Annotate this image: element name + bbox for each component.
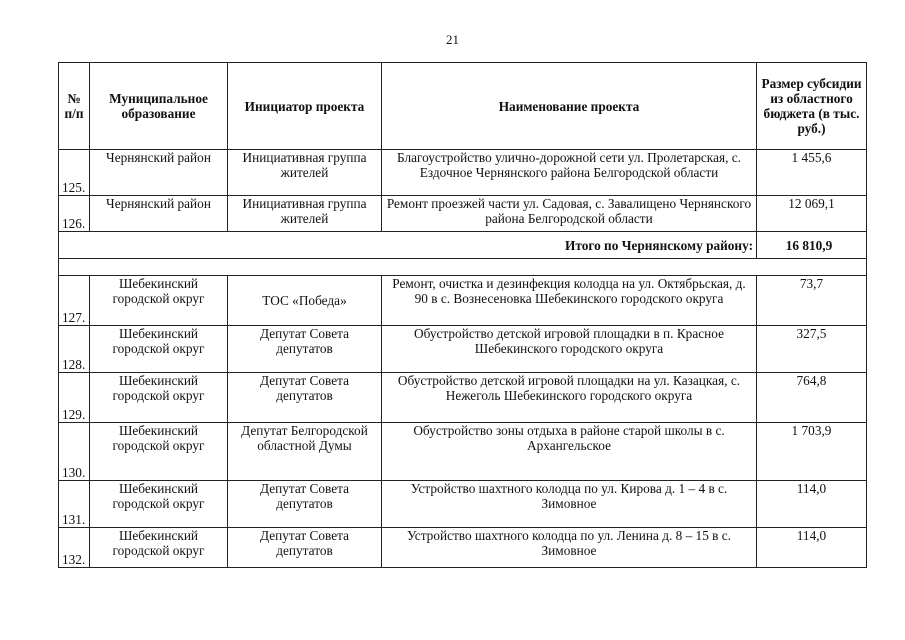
- row-amount: 1 703,9: [757, 423, 867, 481]
- header-row: [59, 63, 867, 150]
- row-number: 128.: [59, 326, 90, 373]
- row-amount: 114,0: [757, 528, 867, 568]
- row-municipality: Чернянский район: [90, 196, 228, 232]
- row-amount: 114,0: [757, 481, 867, 528]
- table-row: [59, 528, 867, 568]
- row-initiator: Депутат Совета депутатов: [228, 481, 382, 528]
- row-municipality: Шебекинский городской округ: [90, 276, 228, 326]
- row-project: Ремонт, очистка и дезинфекция колодца на ул. Октябрьская, д. 90 в с. Вознесеновка Шебекинского городского округа: [382, 276, 757, 326]
- row-amount: 12 069,1: [757, 196, 867, 232]
- row-number: 129.: [59, 373, 90, 423]
- header-num: № п/п: [59, 63, 90, 150]
- row-amount: 327,5: [757, 326, 867, 373]
- row-project: Благоустройство улично-дорожной сети ул. Пролетарская, с. Ездочное Чернянского района Белгородской области: [382, 150, 757, 196]
- table-row: [59, 196, 867, 232]
- row-initiator: Депутат Совета депутатов: [228, 326, 382, 373]
- row-amount: 73,7: [757, 276, 867, 326]
- table-row: [59, 481, 867, 528]
- row-initiator: Инициативная группа жителей: [228, 196, 382, 232]
- page-number: 21: [446, 32, 459, 47]
- row-number: 127.: [59, 276, 90, 326]
- table-row: [59, 276, 867, 326]
- row-initiator: Инициативная группа жителей: [228, 150, 382, 196]
- row-project: Обустройство детской игровой площадки в п. Красное Шебекинского городского округа: [382, 326, 757, 373]
- row-municipality: Шебекинский городской округ: [90, 326, 228, 373]
- table-row: [59, 423, 867, 481]
- row-project: Устройство шахтного колодца по ул. Кирова д. 1 – 4 в с. Зимовное: [382, 481, 757, 528]
- row-number: 126.: [59, 196, 90, 232]
- row-amount: 764,8: [757, 373, 867, 423]
- table-row: [59, 326, 867, 373]
- spacer-cell: [59, 259, 867, 276]
- total-label: Итого по Чернянскому району:: [59, 232, 757, 259]
- row-municipality: Чернянский район: [90, 150, 228, 196]
- row-municipality: Шебекинский городской округ: [90, 423, 228, 481]
- row-amount: 1 455,6: [757, 150, 867, 196]
- row-project: Устройство шахтного колодца по ул. Ленина д. 8 – 15 в с. Зимовное: [382, 528, 757, 568]
- row-project: Обустройство зоны отдыха в районе старой школы в с. Архангельское: [382, 423, 757, 481]
- row-number: 132.: [59, 528, 90, 568]
- subsidy-table: [58, 62, 867, 568]
- row-project: Обустройство детской игровой площадки на ул. Казацкая, с. Нежеголь Шебекинского городского округа: [382, 373, 757, 423]
- total-row: [59, 232, 867, 259]
- row-municipality: Шебекинский городской округ: [90, 481, 228, 528]
- table-row: [59, 373, 867, 423]
- row-initiator: Депутат Белгородской областной Думы: [228, 423, 382, 481]
- row-initiator: Депутат Совета депутатов: [228, 528, 382, 568]
- row-municipality: Шебекинский городской округ: [90, 528, 228, 568]
- row-initiator: Депутат Совета депутатов: [228, 373, 382, 423]
- header-subsidy: Размер субсидии из областного бюджета (в тыс. руб.): [757, 63, 867, 150]
- header-initiator: Инициатор проекта: [228, 63, 382, 150]
- row-number: 130.: [59, 423, 90, 481]
- header-municipality: Муниципальное образование: [90, 63, 228, 150]
- row-project: Ремонт проезжей части ул. Садовая, с. Завалищено Чернянского района Белгородской области: [382, 196, 757, 232]
- row-number: 131.: [59, 481, 90, 528]
- total-amount: 16 810,9: [757, 232, 867, 259]
- row-municipality: Шебекинский городской округ: [90, 373, 228, 423]
- header-project: Наименование проекта: [382, 63, 757, 150]
- table-row: [59, 150, 867, 196]
- spacer-row: [59, 259, 867, 276]
- row-initiator: ТОС «Победа»: [228, 276, 382, 326]
- row-number: 125.: [59, 150, 90, 196]
